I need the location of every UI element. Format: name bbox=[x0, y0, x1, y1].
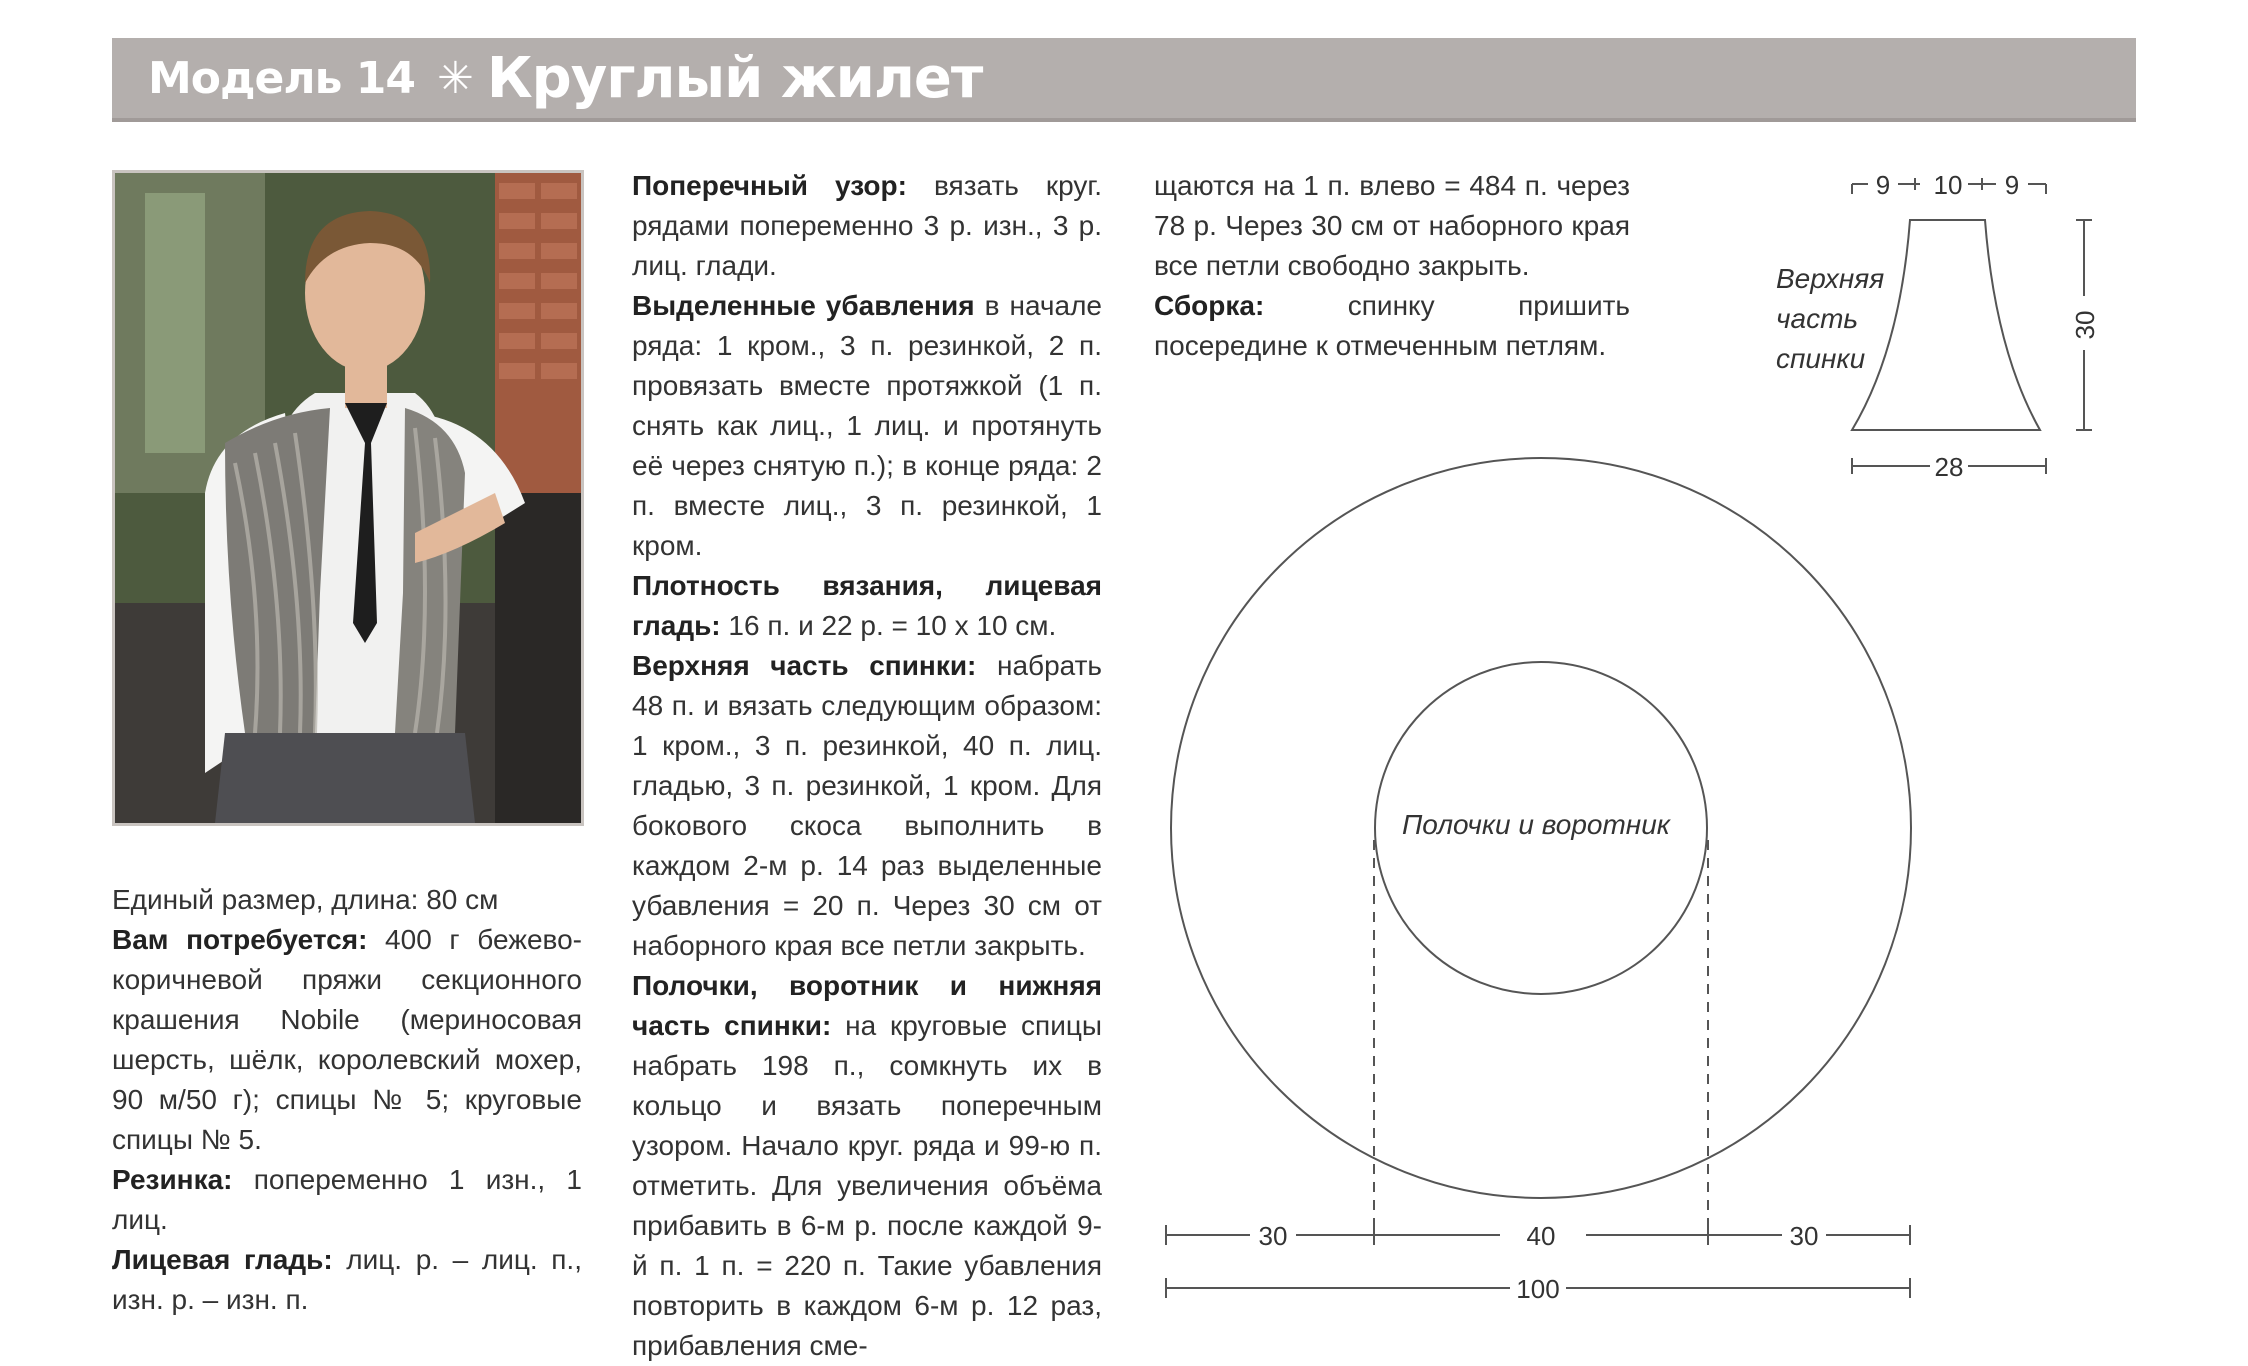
upper-back-label-1: Верхняя bbox=[1776, 263, 1885, 294]
rib-label: Резинка: bbox=[112, 1164, 233, 1195]
stockinette-text: лиц. р. – лиц. п., изн. р. – изн. п. bbox=[112, 1244, 582, 1315]
continuation-paragraph: щаются на 1 п. влево = 484 п. через 78 р. Через 30 см от наборного края все петли свободно закрыть. bbox=[1154, 170, 1630, 281]
size-line: Единый размер, длина: 80 см bbox=[112, 884, 499, 915]
dim-right: 30 bbox=[1789, 1221, 1819, 1251]
upper-back-schema bbox=[1852, 178, 2092, 474]
rib-text: попеременно 1 изн., 1 лиц. bbox=[112, 1164, 582, 1235]
model-number: Модель 14 bbox=[148, 53, 415, 104]
inner-circle-label: Полочки и воротник bbox=[1401, 809, 1671, 840]
stockinette-paragraph bbox=[112, 1240, 582, 1320]
upper-back-text: набрать 48 п. и вязать следующим образом: 1 кром., 3 п. резинкой, 40 п. лиц. гладью, 3 п. резинкой, 1 кром. Для бокового скоса выполнить в каждом 2-м р. 14 раз выделенные убавления = 20 п. Через 30 см от наборного края все петли закрыть. bbox=[632, 650, 1103, 961]
cross-pattern-paragraph bbox=[632, 166, 1102, 286]
dim-left: 30 bbox=[1258, 1221, 1288, 1251]
gauge-text: 16 п. и 22 р. = 10 х 10 см. bbox=[720, 610, 1057, 641]
inner-circle bbox=[1375, 662, 1707, 994]
cross-pattern-label: Поперечный узор: bbox=[632, 170, 907, 201]
upper-back-label-3: спинки bbox=[1776, 343, 1866, 374]
text-column-2 bbox=[632, 166, 1102, 1366]
dim-top-right: 9 bbox=[2004, 170, 2020, 200]
dim-top-mid: 10 bbox=[1933, 170, 1963, 200]
round-piece-schema bbox=[1166, 458, 1911, 1298]
upper-back-label: Верхняя часть спинки: bbox=[632, 650, 977, 681]
model-photo-illustration bbox=[115, 173, 581, 823]
asterisk-icon: ✳ bbox=[437, 53, 473, 104]
materials-text: 400 г бежево-коричневой пряжи секционного крашения Nobile (мериносовая шерсть, шёлк, королевский мохер, 90 м/50 г); спицы № 5; круговые спицы № 5. bbox=[112, 924, 582, 1155]
text-column-3 bbox=[1154, 166, 1630, 366]
text-column-1 bbox=[112, 880, 582, 1320]
decreases-paragraph bbox=[632, 286, 1102, 566]
upper-back-label-2: часть bbox=[1776, 303, 1859, 334]
upper-back-paragraph bbox=[632, 646, 1102, 966]
assembly-paragraph bbox=[1154, 286, 1630, 366]
fronts-text: на круговые спицы набрать 198 п., сомкнуть их в кольцо и вязать поперечным узором. Начало круг. ряда и 99-ю п. отметить. Для увеличения объёма прибавить в 6-м р. после каждой 9-й п. 1 п. = 220 п. Такие убавления повторить в каждом 6-м р. 12 раз, прибавления сме- bbox=[632, 1010, 1103, 1361]
stockinette-label: Лицевая гладь: bbox=[112, 1244, 333, 1275]
assembly-text: спинку пришить посередине к отмеченным петлям. bbox=[1154, 290, 1630, 361]
upper-back-outline bbox=[1852, 220, 2040, 430]
page-title bbox=[148, 46, 982, 111]
rib-paragraph bbox=[112, 1160, 582, 1240]
model-name: Круглый жилет bbox=[486, 46, 983, 111]
gauge-label: Плотность вязания, лицевая гладь: bbox=[632, 570, 1102, 641]
dim-mid: 40 bbox=[1526, 1221, 1556, 1251]
title-bar bbox=[112, 38, 2136, 122]
decreases-label: Выделенные убавления bbox=[632, 290, 975, 321]
dim-top-left: 9 bbox=[1875, 170, 1891, 200]
dim-height: 30 bbox=[2070, 310, 2100, 340]
outer-circle bbox=[1171, 458, 1911, 1198]
model-photo bbox=[112, 170, 584, 826]
decreases-text: в начале ряда: 1 кром., 3 п. резинкой, 2 п. провязать вместе протяжкой (1 п. снять как лиц., 1 лиц. и протянуть её через снятую п.); в конце ряда: 2 п. вместе лиц., 3 п. резинкой, 1 кром. bbox=[632, 290, 1102, 561]
dim-bottom: 28 bbox=[1934, 452, 1964, 482]
fronts-label: Полочки, воротник и нижняя часть спинки: bbox=[632, 970, 1102, 1041]
dim-total: 100 bbox=[1516, 1274, 1560, 1304]
cross-pattern-text: вязать круг. рядами попеременно 3 р. изн., 3 р. лиц. глади. bbox=[632, 170, 1102, 281]
materials-paragraph bbox=[112, 920, 582, 1160]
gauge-paragraph bbox=[632, 566, 1102, 646]
assembly-label: Сборка: bbox=[1154, 290, 1265, 321]
materials-label: Вам потребуется: bbox=[112, 924, 368, 955]
fronts-paragraph bbox=[632, 966, 1102, 1366]
